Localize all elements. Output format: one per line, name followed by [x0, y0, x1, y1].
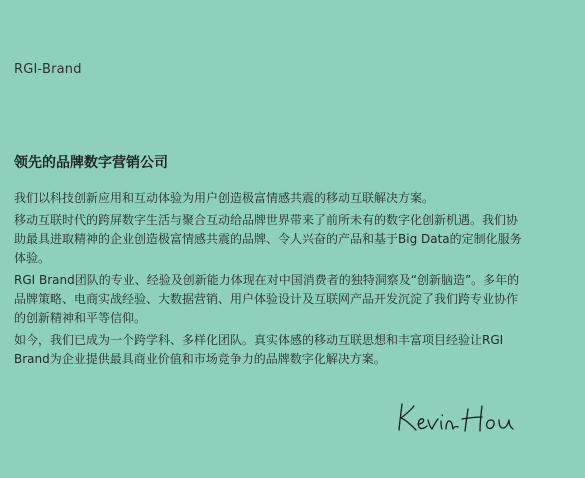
- signature: [396, 400, 522, 438]
- article-paragraph: 如今，我们已成为一个跨学科、多样化团队。真实体感的移动互联思想和丰富项目经验让RGI Brand为企业提供最具商业价值和市场竞争力的品牌数字化解决方案。: [14, 333, 504, 366]
- article-paragraph: 我们以科技创新应用和互动体验为用户创造极富情感共震的移动互联解决方案。: [14, 191, 435, 205]
- signature-image: [396, 400, 522, 438]
- brand-label: RGI-Brand: [14, 62, 82, 77]
- article: [14, 154, 524, 372]
- article-headline: 领先的品牌数字营销公司: [14, 155, 168, 171]
- article-paragraph: 移动互联时代的跨屏数字生活与聚合互动给品牌世界带来了前所未有的数字化创新机遇。我们协助最具进取精神的企业创造极富情感共震的品牌、令人兴奋的产品和基于Big Data的定制化服务体验。: [14, 213, 522, 265]
- article-paragraph: RGI Brand团队的专业、经验及创新能力体现在对中国消费者的独特洞察及“创新脑造”。多年的品牌策略、电商实战经验、大数据营销、用户体验设计及互联网产品开发沉淀了我们跨专业协作的创新精神和平等信仰。: [14, 273, 520, 325]
